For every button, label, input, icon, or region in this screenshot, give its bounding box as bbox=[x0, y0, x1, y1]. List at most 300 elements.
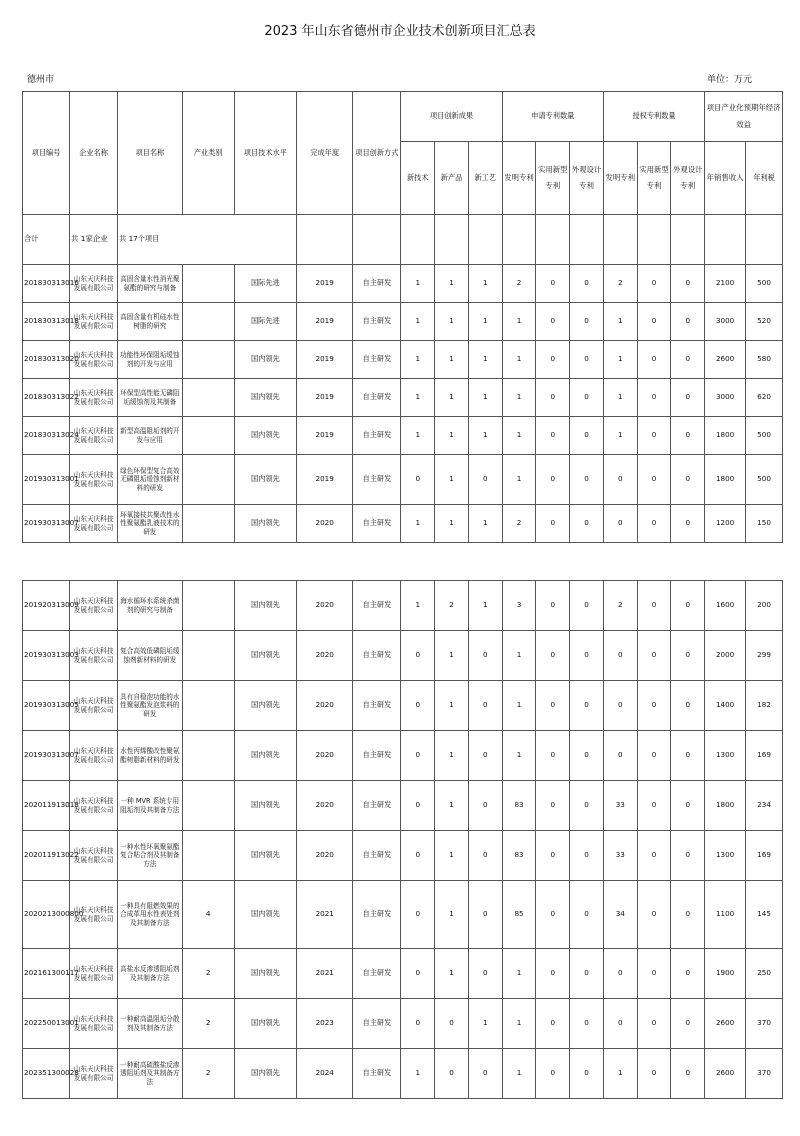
cell-finish-year: 2020 bbox=[297, 831, 353, 881]
cell-grant-design: 0 bbox=[671, 341, 705, 379]
cell-new-process: 0 bbox=[468, 681, 502, 731]
cell-apply-design: 0 bbox=[570, 999, 604, 1049]
cell-apply-design: 0 bbox=[570, 505, 604, 543]
cell-proj-name: 复合高效低磷阻垢缓蚀剂新材料的研发 bbox=[118, 631, 182, 681]
cell-grant-design: 0 bbox=[671, 265, 705, 303]
cell-new-tech: 1 bbox=[401, 1049, 435, 1099]
cell-apply-invention: 1 bbox=[502, 631, 536, 681]
header-design: 外观设计专利 bbox=[570, 142, 604, 215]
cell-company: 山东天庆科技发展有限公司 bbox=[70, 303, 118, 341]
cell-apply-utility: 0 bbox=[536, 581, 570, 631]
cell-innov-mode: 自主研发 bbox=[353, 949, 401, 999]
cell-proj-no: 202011913022 bbox=[23, 831, 70, 881]
cell-proj-no: 201930313001 bbox=[23, 455, 70, 505]
cell-apply-invention: 85 bbox=[502, 881, 536, 949]
table-row bbox=[23, 949, 783, 999]
cell-apply-design: 0 bbox=[570, 417, 604, 455]
cell-sales: 2000 bbox=[705, 631, 746, 681]
cell-grant-invention: 1 bbox=[603, 1049, 637, 1099]
cell-tax: 169 bbox=[746, 831, 783, 881]
cell-tax: 234 bbox=[746, 781, 783, 831]
cell-new-tech: 0 bbox=[401, 881, 435, 949]
cell-new-tech: 1 bbox=[401, 379, 435, 417]
cell-new-product: 1 bbox=[435, 505, 469, 543]
cell-new-process: 1 bbox=[468, 303, 502, 341]
cell-grant-invention: 2 bbox=[603, 581, 637, 631]
cell-grant-design: 0 bbox=[671, 417, 705, 455]
table-row bbox=[23, 831, 783, 881]
cell-apply-invention: 3 bbox=[502, 581, 536, 631]
cell-company: 山东天庆科技发展有限公司 bbox=[70, 999, 118, 1049]
cell-new-process: 0 bbox=[468, 881, 502, 949]
cell-proj-name: 一种 MVR 系统专用阻垢剂及其制备方法 bbox=[118, 781, 182, 831]
cell-industry bbox=[182, 303, 234, 341]
cell-apply-design: 0 bbox=[570, 781, 604, 831]
cell-tech-level: 国内领先 bbox=[234, 881, 296, 949]
cell-finish-year: 2020 bbox=[297, 681, 353, 731]
cell-company: 山东天庆科技发展有限公司 bbox=[70, 1049, 118, 1099]
cell-apply-invention: 83 bbox=[502, 831, 536, 881]
cell-new-process: 1 bbox=[468, 341, 502, 379]
cell-proj-name: 高盐水反渗透阻垢剂及其制备方法 bbox=[118, 949, 182, 999]
cell-tech-level: 国内领先 bbox=[234, 731, 296, 781]
cell-new-product: 1 bbox=[435, 455, 469, 505]
cell-tech-level: 国内领先 bbox=[234, 631, 296, 681]
cell-new-tech: 0 bbox=[401, 781, 435, 831]
cell-grant-utility: 0 bbox=[637, 417, 671, 455]
cell-grant-invention: 2 bbox=[603, 265, 637, 303]
cell-apply-design: 0 bbox=[570, 455, 604, 505]
cell-grant-utility: 0 bbox=[637, 581, 671, 631]
cell-grant-invention: 33 bbox=[603, 831, 637, 881]
region-label: 德州市 bbox=[27, 75, 55, 85]
cell-company: 山东天庆科技发展有限公司 bbox=[70, 341, 118, 379]
cell-proj-name: 水性丙烯酸改性聚氨酯树脂新材料的研发 bbox=[118, 731, 182, 781]
cell-grant-invention: 0 bbox=[603, 999, 637, 1049]
cell-apply-utility: 0 bbox=[536, 303, 570, 341]
cell-new-product: 1 bbox=[435, 881, 469, 949]
cell-innov-mode: 自主研发 bbox=[353, 631, 401, 681]
cell-new-process: 1 bbox=[468, 417, 502, 455]
cell-new-product: 1 bbox=[435, 949, 469, 999]
table-row bbox=[23, 341, 783, 379]
cell-finish-year: 2021 bbox=[297, 949, 353, 999]
cell-industry: 2 bbox=[182, 999, 234, 1049]
cell-innov-mode: 自主研发 bbox=[353, 681, 401, 731]
cell-proj-no: 201930313007 bbox=[23, 731, 70, 781]
cell-apply-invention: 83 bbox=[502, 781, 536, 831]
cell-grant-utility: 0 bbox=[637, 999, 671, 1049]
cell-apply-design: 0 bbox=[570, 303, 604, 341]
cell-company: 山东天庆科技发展有限公司 bbox=[70, 731, 118, 781]
cell-proj-name: 环氧接枝共聚改性水性聚氨酯乳液技术的研发 bbox=[118, 505, 182, 543]
cell-grant-invention: 34 bbox=[603, 881, 637, 949]
cell-proj-no: 202011913018 bbox=[23, 781, 70, 831]
header-new-tech: 新技术 bbox=[401, 142, 435, 215]
table-row bbox=[23, 631, 783, 681]
cell-finish-year: 2023 bbox=[297, 999, 353, 1049]
cell-new-process: 0 bbox=[468, 731, 502, 781]
cell-company: 山东天庆科技发展有限公司 bbox=[70, 417, 118, 455]
cell-proj-no: 201830313018 bbox=[23, 303, 70, 341]
cell-proj-name: 一种水性环氧聚氨酯复合粘合剂及其制备方法 bbox=[118, 831, 182, 881]
cell-industry bbox=[182, 781, 234, 831]
cell-tax: 145 bbox=[746, 881, 783, 949]
cell-industry bbox=[182, 379, 234, 417]
cell-grant-utility: 0 bbox=[637, 505, 671, 543]
header-sales: 年销售收入 bbox=[705, 142, 746, 215]
cell-new-tech: 0 bbox=[401, 999, 435, 1049]
table-row bbox=[23, 999, 783, 1049]
cell-grant-design: 0 bbox=[671, 631, 705, 681]
cell-apply-design: 0 bbox=[570, 631, 604, 681]
cell-tax: 620 bbox=[746, 379, 783, 417]
cell-grant-utility: 0 bbox=[637, 781, 671, 831]
cell-new-tech: 0 bbox=[401, 949, 435, 999]
cell-proj-name: 一种耐高温阻垢分散剂及其制备方法 bbox=[118, 999, 182, 1049]
cell-grant-utility: 0 bbox=[637, 379, 671, 417]
header-proj-no: 项目编号 bbox=[23, 92, 70, 215]
total-projects: 共 17个项目 bbox=[118, 215, 297, 265]
header-company: 企业名称 bbox=[70, 92, 118, 215]
cell-new-product: 1 bbox=[435, 681, 469, 731]
cell-grant-design: 0 bbox=[671, 303, 705, 341]
cell-industry bbox=[182, 265, 234, 303]
header-tech-level: 项目技术水平 bbox=[234, 92, 296, 215]
cell-apply-invention: 2 bbox=[502, 505, 536, 543]
cell-apply-invention: 1 bbox=[502, 455, 536, 505]
cell-proj-name: 海水循环水系统杀菌剂的研究与制备 bbox=[118, 581, 182, 631]
cell-tech-level: 国内领先 bbox=[234, 781, 296, 831]
cell-proj-no: 201930313005 bbox=[23, 681, 70, 731]
cell-finish-year: 2024 bbox=[297, 1049, 353, 1099]
table-row bbox=[23, 781, 783, 831]
cell-apply-utility: 0 bbox=[536, 1049, 570, 1099]
cell-proj-no: 2020213000800 bbox=[23, 881, 70, 949]
cell-proj-name: 环保型高性能无磷阻垢缓蚀剂及其制备 bbox=[118, 379, 182, 417]
cell-new-tech: 1 bbox=[401, 303, 435, 341]
cell-proj-no: 201930313003 bbox=[23, 631, 70, 681]
cell-company: 山东天庆科技发展有限公司 bbox=[70, 781, 118, 831]
cell-apply-design: 0 bbox=[570, 581, 604, 631]
cell-sales: 1300 bbox=[705, 831, 746, 881]
table-row bbox=[23, 417, 783, 455]
header-invention: 发明专利 bbox=[502, 142, 536, 215]
cell-industry: 4 bbox=[182, 881, 234, 949]
cell-finish-year: 2019 bbox=[297, 417, 353, 455]
cell-proj-no: 202161300117 bbox=[23, 949, 70, 999]
cell-apply-utility: 0 bbox=[536, 949, 570, 999]
cell-finish-year: 2019 bbox=[297, 341, 353, 379]
header-grant-utility: 实用新型专利 bbox=[637, 142, 671, 215]
cell-industry bbox=[182, 681, 234, 731]
cell-grant-utility: 0 bbox=[637, 265, 671, 303]
cell-proj-no: 201830313020 bbox=[23, 341, 70, 379]
cell-apply-utility: 0 bbox=[536, 999, 570, 1049]
header-innov-mode: 项目创新方式 bbox=[353, 92, 401, 215]
cell-grant-invention: 0 bbox=[603, 505, 637, 543]
cell-grant-invention: 0 bbox=[603, 631, 637, 681]
header-new-product: 新产品 bbox=[435, 142, 469, 215]
header-finish-year: 完成年度 bbox=[297, 92, 353, 215]
cell-apply-utility: 0 bbox=[536, 417, 570, 455]
cell-grant-design: 0 bbox=[671, 781, 705, 831]
table-row bbox=[23, 379, 783, 417]
cell-tech-level: 国内领先 bbox=[234, 949, 296, 999]
cell-company: 山东天庆科技发展有限公司 bbox=[70, 265, 118, 303]
cell-grant-utility: 0 bbox=[637, 1049, 671, 1099]
cell-grant-utility: 0 bbox=[637, 831, 671, 881]
cell-grant-design: 0 bbox=[671, 881, 705, 949]
cell-sales: 1200 bbox=[705, 505, 746, 543]
cell-grant-design: 0 bbox=[671, 731, 705, 781]
cell-new-process: 1 bbox=[468, 265, 502, 303]
cell-tax: 500 bbox=[746, 417, 783, 455]
cell-grant-utility: 0 bbox=[637, 303, 671, 341]
cell-tax: 250 bbox=[746, 949, 783, 999]
cell-grant-design: 0 bbox=[671, 1049, 705, 1099]
total-label: 合计 bbox=[23, 215, 70, 265]
header-group-grant: 授权专利数量 bbox=[603, 92, 704, 142]
header-proj-name: 项目名称 bbox=[118, 92, 182, 215]
table-row bbox=[23, 265, 783, 303]
cell-industry bbox=[182, 831, 234, 881]
summary-table-page-1 bbox=[22, 91, 783, 543]
table-row bbox=[23, 681, 783, 731]
cell-tech-level: 国内领先 bbox=[234, 581, 296, 631]
cell-sales: 1800 bbox=[705, 455, 746, 505]
cell-tax: 370 bbox=[746, 999, 783, 1049]
cell-sales: 1600 bbox=[705, 581, 746, 631]
cell-sales: 2600 bbox=[705, 341, 746, 379]
cell-new-product: 1 bbox=[435, 781, 469, 831]
cell-proj-no: 202250013001 bbox=[23, 999, 70, 1049]
cell-apply-invention: 1 bbox=[502, 303, 536, 341]
cell-industry: 2 bbox=[182, 949, 234, 999]
cell-innov-mode: 自主研发 bbox=[353, 999, 401, 1049]
cell-tax: 299 bbox=[746, 631, 783, 681]
cell-new-tech: 1 bbox=[401, 265, 435, 303]
cell-proj-no: 201830313022 bbox=[23, 379, 70, 417]
cell-new-process: 0 bbox=[468, 949, 502, 999]
cell-apply-utility: 0 bbox=[536, 505, 570, 543]
cell-innov-mode: 自主研发 bbox=[353, 303, 401, 341]
cell-finish-year: 2019 bbox=[297, 379, 353, 417]
table-row bbox=[23, 303, 783, 341]
cell-proj-no: 201830313024 bbox=[23, 417, 70, 455]
header-group-result: 项目创新成果 bbox=[401, 92, 502, 142]
cell-new-process: 0 bbox=[468, 831, 502, 881]
cell-grant-design: 0 bbox=[671, 949, 705, 999]
cell-company: 山东天庆科技发展有限公司 bbox=[70, 581, 118, 631]
cell-finish-year: 2020 bbox=[297, 781, 353, 831]
cell-finish-year: 2020 bbox=[297, 505, 353, 543]
cell-industry bbox=[182, 341, 234, 379]
cell-company: 山东天庆科技发展有限公司 bbox=[70, 831, 118, 881]
cell-innov-mode: 自主研发 bbox=[353, 505, 401, 543]
cell-tech-level: 国内领先 bbox=[234, 341, 296, 379]
cell-innov-mode: 自主研发 bbox=[353, 455, 401, 505]
cell-new-tech: 1 bbox=[401, 341, 435, 379]
cell-tax: 150 bbox=[746, 505, 783, 543]
cell-sales: 1100 bbox=[705, 881, 746, 949]
cell-apply-design: 0 bbox=[570, 731, 604, 781]
cell-grant-design: 0 bbox=[671, 581, 705, 631]
cell-new-product: 1 bbox=[435, 379, 469, 417]
cell-sales: 1800 bbox=[705, 781, 746, 831]
cell-sales: 1800 bbox=[705, 417, 746, 455]
cell-tax: 182 bbox=[746, 681, 783, 731]
cell-apply-invention: 1 bbox=[502, 681, 536, 731]
cell-apply-utility: 0 bbox=[536, 341, 570, 379]
cell-proj-name: 高固含量水性消光聚氨酯的研究与制备 bbox=[118, 265, 182, 303]
cell-industry: 2 bbox=[182, 1049, 234, 1099]
cell-grant-utility: 0 bbox=[637, 949, 671, 999]
cell-innov-mode: 自主研发 bbox=[353, 265, 401, 303]
cell-company: 山东天庆科技发展有限公司 bbox=[70, 455, 118, 505]
cell-grant-design: 0 bbox=[671, 379, 705, 417]
cell-new-product: 1 bbox=[435, 631, 469, 681]
cell-finish-year: 2019 bbox=[297, 455, 353, 505]
cell-innov-mode: 自主研发 bbox=[353, 731, 401, 781]
cell-grant-invention: 1 bbox=[603, 303, 637, 341]
cell-sales: 1900 bbox=[705, 949, 746, 999]
cell-apply-invention: 2 bbox=[502, 265, 536, 303]
cell-apply-utility: 0 bbox=[536, 831, 570, 881]
cell-new-tech: 0 bbox=[401, 681, 435, 731]
cell-tax: 580 bbox=[746, 341, 783, 379]
cell-tech-level: 国内领先 bbox=[234, 831, 296, 881]
cell-sales: 1400 bbox=[705, 681, 746, 731]
cell-finish-year: 2019 bbox=[297, 303, 353, 341]
cell-sales: 3000 bbox=[705, 379, 746, 417]
cell-proj-name: 功能性环保阻垢缓蚀剂的开发与应用 bbox=[118, 341, 182, 379]
cell-apply-invention: 1 bbox=[502, 999, 536, 1049]
cell-innov-mode: 自主研发 bbox=[353, 341, 401, 379]
cell-new-product: 1 bbox=[435, 831, 469, 881]
header-grant-invention: 发明专利 bbox=[603, 142, 637, 215]
cell-company: 山东天庆科技发展有限公司 bbox=[70, 681, 118, 731]
cell-proj-name: 一种耐高硫酸盐反渗透阻垢剂及其制备方法 bbox=[118, 1049, 182, 1099]
cell-company: 山东天庆科技发展有限公司 bbox=[70, 379, 118, 417]
cell-apply-invention: 1 bbox=[502, 1049, 536, 1099]
cell-sales: 2600 bbox=[705, 1049, 746, 1099]
cell-apply-design: 0 bbox=[570, 379, 604, 417]
cell-tech-level: 国内领先 bbox=[234, 999, 296, 1049]
header-group-apply: 申请专利数量 bbox=[502, 92, 603, 142]
header-industry: 产业类别 bbox=[182, 92, 234, 215]
cell-new-product: 1 bbox=[435, 417, 469, 455]
cell-apply-design: 0 bbox=[570, 341, 604, 379]
cell-tech-level: 国内领先 bbox=[234, 455, 296, 505]
cell-new-product: 0 bbox=[435, 999, 469, 1049]
cell-apply-utility: 0 bbox=[536, 631, 570, 681]
cell-apply-design: 0 bbox=[570, 949, 604, 999]
cell-grant-utility: 0 bbox=[637, 881, 671, 949]
cell-grant-invention: 1 bbox=[603, 341, 637, 379]
cell-grant-utility: 0 bbox=[637, 341, 671, 379]
cell-grant-invention: 1 bbox=[603, 379, 637, 417]
cell-apply-utility: 0 bbox=[536, 881, 570, 949]
cell-grant-design: 0 bbox=[671, 455, 705, 505]
cell-proj-no: 202351300028 bbox=[23, 1049, 70, 1099]
cell-proj-name: 高固含量有机硅水性树脂的研究 bbox=[118, 303, 182, 341]
cell-tax: 370 bbox=[746, 1049, 783, 1099]
cell-new-product: 1 bbox=[435, 731, 469, 781]
cell-new-product: 1 bbox=[435, 303, 469, 341]
cell-innov-mode: 自主研发 bbox=[353, 781, 401, 831]
cell-grant-design: 0 bbox=[671, 505, 705, 543]
cell-grant-invention: 1 bbox=[603, 417, 637, 455]
table-row bbox=[23, 731, 783, 781]
summary-table-page-2 bbox=[22, 580, 783, 1099]
cell-new-product: 1 bbox=[435, 341, 469, 379]
cell-innov-mode: 自主研发 bbox=[353, 831, 401, 881]
cell-innov-mode: 自主研发 bbox=[353, 581, 401, 631]
header-grant-design: 外观设计专利 bbox=[671, 142, 705, 215]
cell-tech-level: 国内领先 bbox=[234, 379, 296, 417]
cell-apply-utility: 0 bbox=[536, 265, 570, 303]
cell-grant-utility: 0 bbox=[637, 731, 671, 781]
cell-tax: 200 bbox=[746, 581, 783, 631]
cell-grant-utility: 0 bbox=[637, 681, 671, 731]
cell-proj-no: 201930313007 bbox=[23, 505, 70, 543]
cell-new-tech: 0 bbox=[401, 731, 435, 781]
cell-new-tech: 0 bbox=[401, 455, 435, 505]
cell-apply-utility: 0 bbox=[536, 731, 570, 781]
cell-new-tech: 1 bbox=[401, 417, 435, 455]
cell-new-process: 0 bbox=[468, 631, 502, 681]
cell-new-product: 1 bbox=[435, 265, 469, 303]
cell-new-process: 1 bbox=[468, 505, 502, 543]
cell-tech-level: 国内领先 bbox=[234, 681, 296, 731]
cell-apply-invention: 1 bbox=[502, 417, 536, 455]
cell-grant-invention: 0 bbox=[603, 949, 637, 999]
cell-apply-invention: 1 bbox=[502, 341, 536, 379]
cell-finish-year: 2021 bbox=[297, 881, 353, 949]
cell-tech-level: 国内领先 bbox=[234, 417, 296, 455]
cell-grant-invention: 0 bbox=[603, 681, 637, 731]
cell-grant-design: 0 bbox=[671, 999, 705, 1049]
cell-new-product: 2 bbox=[435, 581, 469, 631]
cell-proj-name: 新型高温阻垢剂的开发与应用 bbox=[118, 417, 182, 455]
header-new-process: 新工艺 bbox=[468, 142, 502, 215]
cell-tax: 500 bbox=[746, 265, 783, 303]
cell-tech-level: 国内领先 bbox=[234, 505, 296, 543]
cell-new-process: 0 bbox=[468, 455, 502, 505]
cell-proj-name: 绿色环保型复合高效无磷阻垢缓蚀剂新材料的研发 bbox=[118, 455, 182, 505]
cell-proj-no: 201830313016 bbox=[23, 265, 70, 303]
cell-innov-mode: 自主研发 bbox=[353, 1049, 401, 1099]
cell-apply-utility: 0 bbox=[536, 681, 570, 731]
cell-company: 山东天庆科技发展有限公司 bbox=[70, 505, 118, 543]
cell-finish-year: 2020 bbox=[297, 631, 353, 681]
cell-industry bbox=[182, 505, 234, 543]
cell-apply-invention: 1 bbox=[502, 379, 536, 417]
cell-apply-utility: 0 bbox=[536, 379, 570, 417]
cell-industry bbox=[182, 581, 234, 631]
cell-apply-design: 0 bbox=[570, 265, 604, 303]
cell-industry bbox=[182, 631, 234, 681]
cell-grant-utility: 0 bbox=[637, 455, 671, 505]
cell-apply-design: 0 bbox=[570, 881, 604, 949]
cell-tax: 520 bbox=[746, 303, 783, 341]
header-group-benefit: 项目产业化预期年经济效益 bbox=[705, 92, 783, 142]
cell-innov-mode: 自主研发 bbox=[353, 881, 401, 949]
cell-new-process: 0 bbox=[468, 1049, 502, 1099]
cell-new-tech: 1 bbox=[401, 505, 435, 543]
cell-sales: 3000 bbox=[705, 303, 746, 341]
